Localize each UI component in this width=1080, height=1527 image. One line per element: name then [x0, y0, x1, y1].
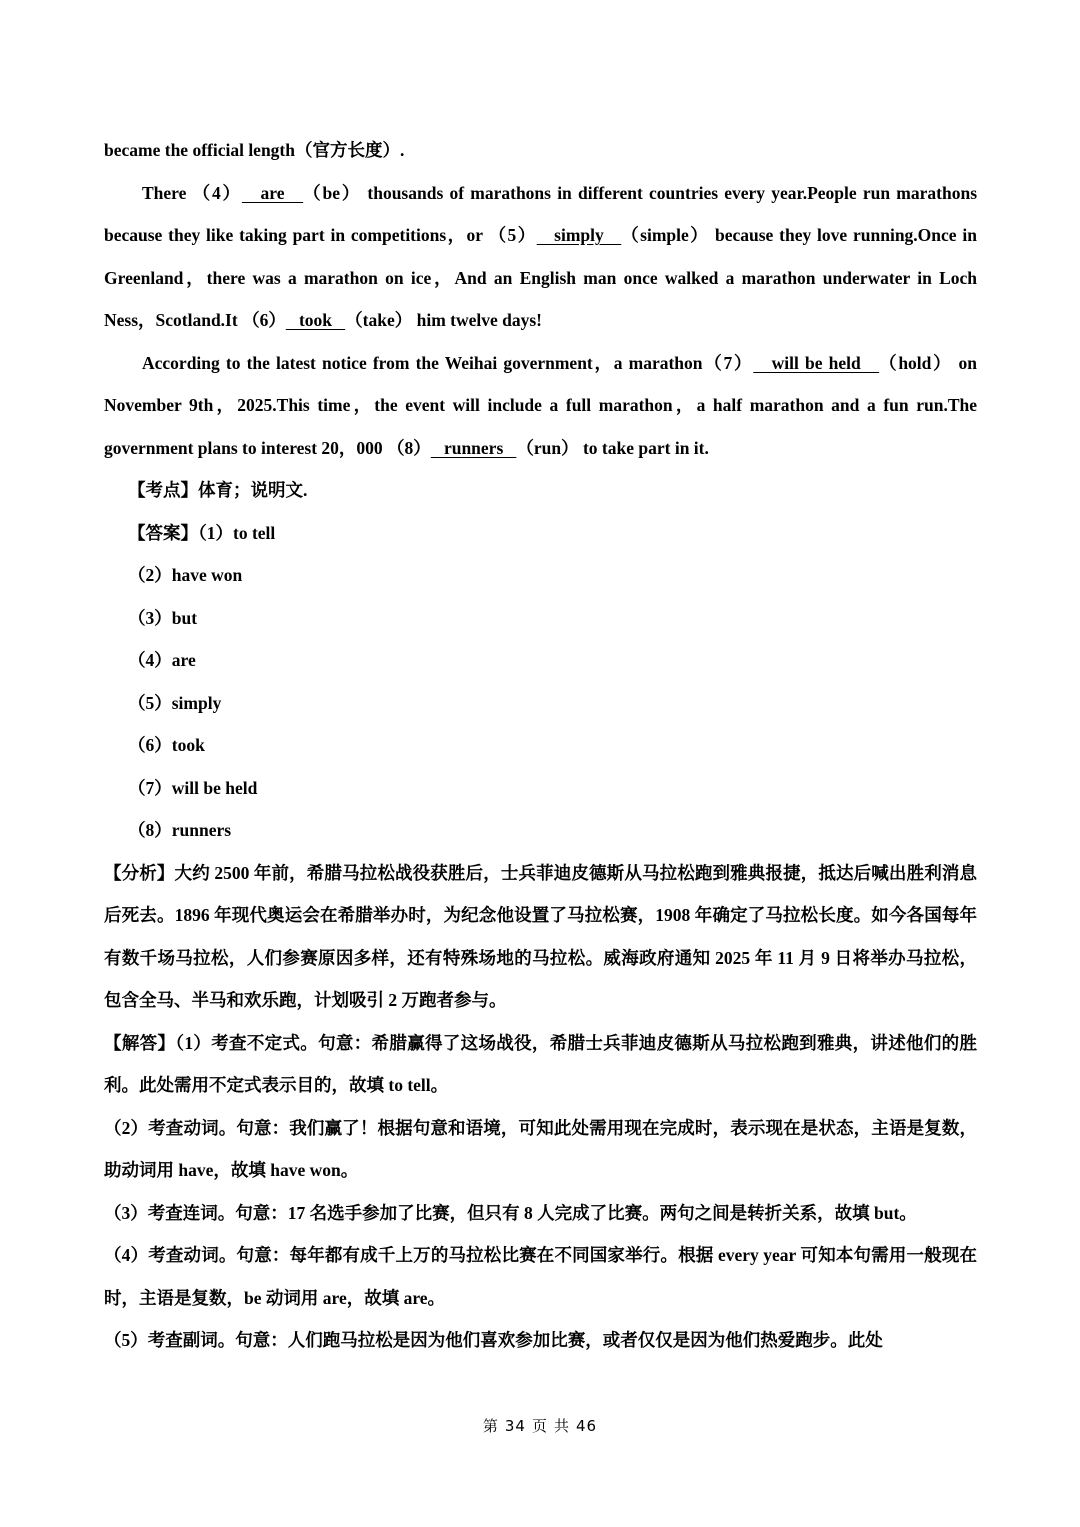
answer-item-6: （6）took: [128, 735, 205, 755]
answer-item-1: （1）to tell: [198, 522, 276, 543]
answer-item-2: （2）have won: [128, 565, 243, 585]
footer-gong: 共: [554, 1417, 571, 1435]
passage-text: （be） thousands of marathons in different countries every year.People run marathons because they like taking part in competitions，or （5）: [104, 182, 977, 245]
footer-page-number: 34: [504, 1417, 526, 1435]
passage-text: According to the latest notice from the Weihai government，a marathon（7）: [142, 352, 754, 373]
passage-text: （run） to take part in it.: [516, 437, 709, 458]
answer-item-3: （3）but: [128, 607, 198, 628]
passage-text: There （4）: [142, 182, 242, 203]
jieda-item-2: （2）考查动词。句意：我们赢了！根据句意和语境，可知此处需用现在完成时，表示现在是状态，主语是复数，助动词用 have，故填 have won。: [104, 1117, 977, 1180]
passage-text: （simple） because they love running.Once in Greenland，there was a marathon on ice，And an English man once walked a marathon underwater in Loch Ness，Scotland.It （6）: [104, 225, 977, 330]
answer-item-5: （5）simply: [128, 692, 222, 713]
answer-blank-5: simply: [536, 225, 622, 245]
kaodian-section: 【考点】体育；说明文.: [128, 480, 308, 500]
fenxi-section: 【分析】大约 2500 年前，希腊马拉松战役获胜后，士兵菲迪皮德斯从马拉松跑到雅典报捷，抵达后喊出胜利消息后死去。1896 年现代奥运会在希腊举办时，为纪念他设置了马拉松赛，1908 年确定了马拉松长度。如今各国每年有数千场马拉松，人们参赛原因多样，还有特殊场地的马拉松。威海政府通知 2025 年 11 月 9 日将举办马拉松，包含全马、半马和欢乐跑，计划吸引 2 万跑者参与。: [104, 862, 977, 1010]
answer-blank-8: runners: [430, 437, 517, 458]
page-content: [104, 129, 977, 1362]
footer-di: 第: [482, 1417, 499, 1435]
answer-blank-7: will be held: [753, 352, 880, 373]
passage-text: （take） him twelve days!: [345, 310, 542, 330]
answer-section: [104, 512, 977, 555]
passage-paragraph-5: [104, 342, 977, 470]
passage-paragraph-4: [104, 172, 977, 342]
answer-item-7: （7）will be held: [128, 777, 258, 798]
answer-blank-4: are: [241, 182, 304, 203]
jieda-item-5: （5）考查副词。句意：人们跑马拉松是因为他们喜欢参加比赛，或者仅仅是因为他们热爱跑步。此处: [104, 1330, 883, 1350]
page-footer: [0, 1415, 1080, 1436]
footer-total-pages: 46: [576, 1417, 598, 1435]
answer-item-4: （4）are: [128, 650, 196, 670]
passage-line-intro: became the official length（官方长度）.: [104, 140, 405, 160]
jieda-item-4: （4）考查动词。句意：每年都有成千上万的马拉松比赛在不同国家举行。根据 every year 可知本句需用一般现在时，主语是复数，be 动词用 are，故填 are。: [104, 1245, 977, 1308]
passage-text: （hold） on November 9th，2025.This time，the event will include a full marathon，a half marathon and a fun run.The government plans to interest 20，000 （8）: [104, 352, 978, 458]
answer-label: 【答案】: [128, 522, 198, 543]
footer-ye: 页: [531, 1417, 548, 1435]
answer-blank-6: took: [285, 310, 346, 330]
jieda-item-1: 【解答】（1）考查不定式。句意：希腊赢得了这场战役，希腊士兵菲迪皮德斯从马拉松跑到雅典，讲述他们的胜利。此处需用不定式表示目的，故填 to tell。: [104, 1032, 977, 1095]
answer-item-8: （8）runners: [128, 820, 232, 840]
jieda-item-3: （3）考查连词。句意：17 名选手参加了比赛，但只有 8 人完成了比赛。两句之间是转折关系，故填 but。: [104, 1202, 917, 1223]
